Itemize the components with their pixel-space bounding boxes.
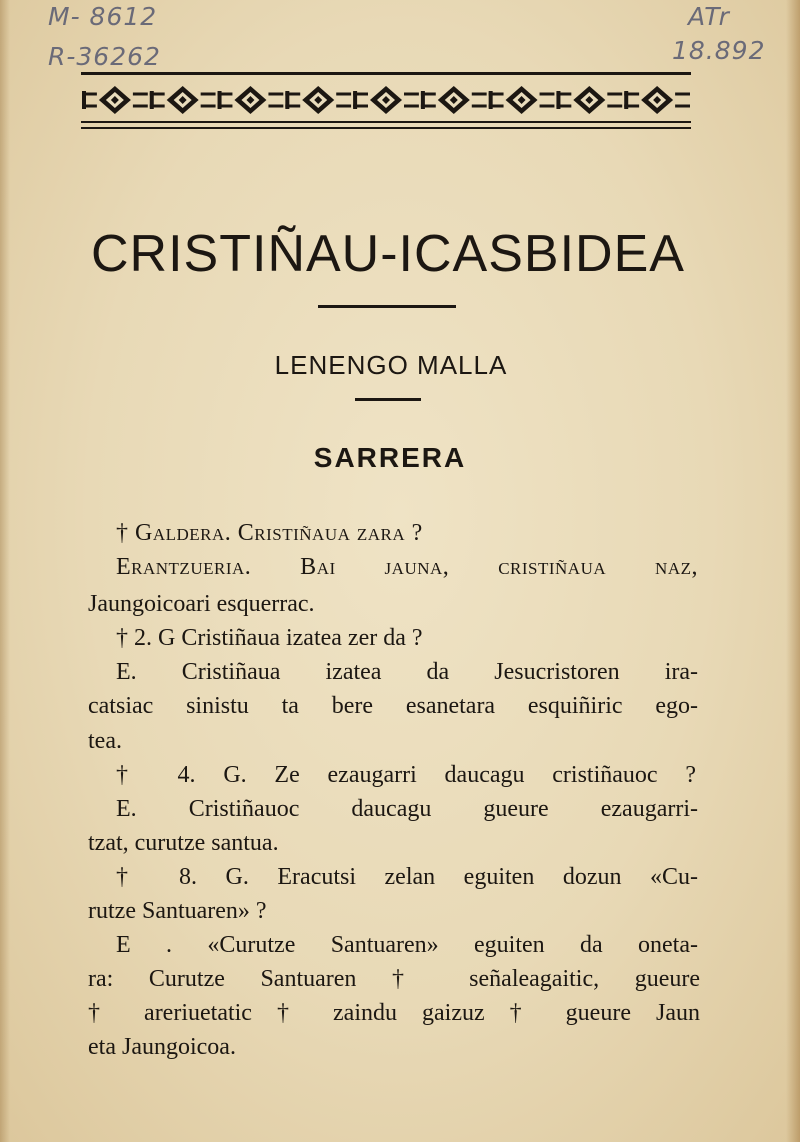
text-line: ra: Curutze Santuaren † señaleagaitic, gueure: [88, 966, 700, 992]
text-line: E. Cristiñauoc daucagu gueure ezaugarri-: [116, 796, 698, 822]
handwritten-shelfmark-1: M- 8612: [48, 2, 158, 31]
page-edge-left: [0, 0, 10, 1142]
ornamental-border: [81, 84, 691, 116]
text-line: E. Cristiñaua izatea da Jesucristoren ira-: [116, 659, 698, 685]
text-line: † Galdera. Cristiñaua zara ?: [116, 520, 423, 546]
text-line: rutze Santuaren» ?: [88, 898, 267, 924]
title-divider: [318, 305, 456, 308]
text-line: Jaungoicoari esquerrac.: [88, 591, 315, 617]
subtitle-divider: [355, 398, 421, 401]
text-line: † areriuetatic † zaindu gaizuz † gueure Jaun: [88, 1000, 700, 1026]
page-subtitle: LENENGO MALLA: [274, 350, 508, 380]
handwritten-code-1: ATr: [688, 2, 730, 31]
text-line: † 2. G Cristiñaua izatea zer da ?: [116, 625, 423, 651]
section-heading: SARRERA: [313, 442, 467, 473]
ornament-diamond: [150, 86, 216, 114]
handwritten-code-2: 18.892: [672, 36, 766, 65]
text-line: catsiac sinistu ta bere esanetara esquiñiric ego-: [88, 693, 698, 719]
ornament-diamond: [489, 86, 555, 114]
page-title: CRISTIÑAU-ICASBIDEA: [91, 225, 685, 283]
handwritten-shelfmark-2: R-36262: [48, 42, 161, 71]
ornament-diamond: [353, 86, 419, 114]
page-edge-right: [786, 0, 800, 1142]
ornament-rule-1: [81, 121, 691, 123]
text-line: † 4. G. Ze ezaugarri daucagu cristiñauoc ?: [116, 762, 696, 788]
ornament-diamond: [421, 86, 487, 114]
text-line: † 8. G. Eracutsi zelan eguiten dozun «Cu-: [116, 864, 698, 890]
text-line: tzat, curutze santua.: [88, 830, 279, 856]
ornament-rule-2: [81, 127, 691, 129]
top-rule: [81, 72, 691, 75]
ornament-diamond: [218, 86, 284, 114]
ornament-diamond: [556, 86, 622, 114]
text-line: Erantzueria. Bai jauna, cristiñaua naz,: [116, 554, 698, 580]
text-line: eta Jaungoicoa.: [88, 1034, 236, 1060]
ornament-diamond: [82, 86, 148, 114]
text-line: tea.: [88, 728, 122, 754]
ornament-diamond: [285, 86, 351, 114]
ornament-diamond: [624, 86, 690, 114]
text-line: E . «Curutze Santuaren» eguiten da oneta-: [116, 932, 698, 958]
